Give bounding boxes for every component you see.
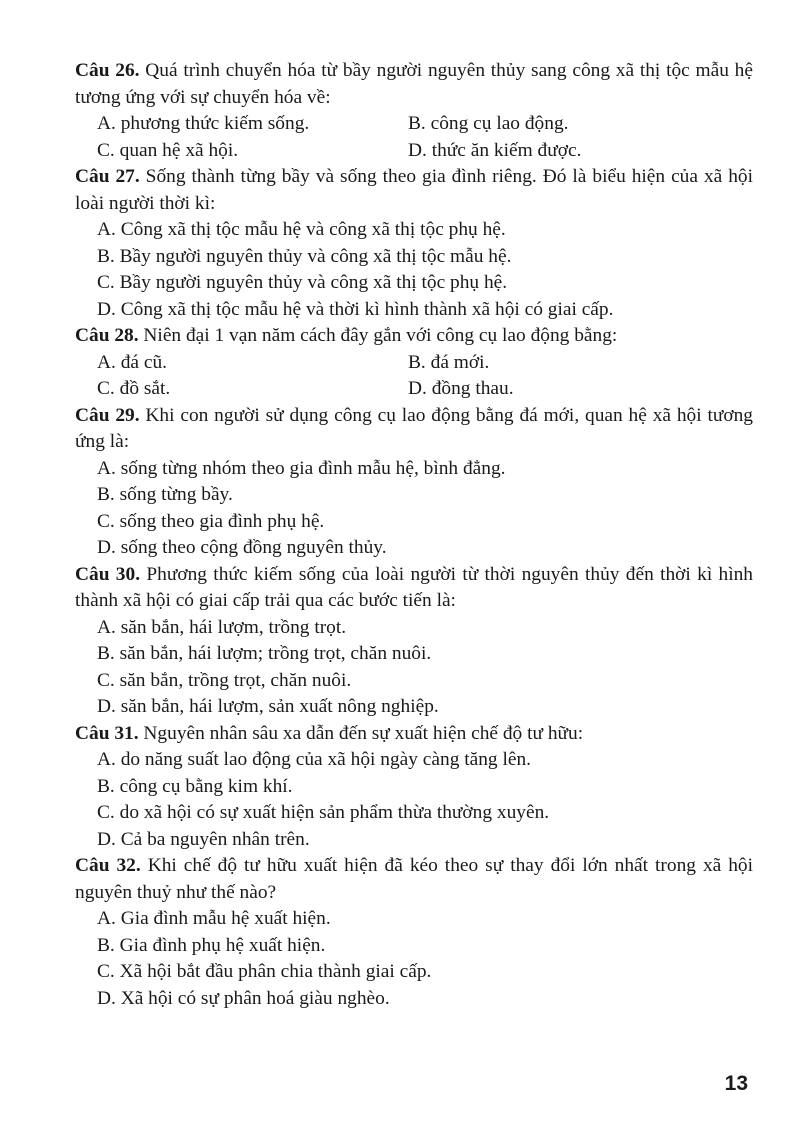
question-31-option-a: A. do năng suất lao động của xã hội ngày càng tăng lên. [97, 749, 532, 770]
question-32-options [75, 906, 753, 1012]
question-30-options [75, 615, 753, 721]
question-29-options [75, 456, 753, 562]
question-32-option-c: C. Xã hội bắt đầu phân chia thành giai cấp. [97, 961, 432, 982]
question-31-option-d: D. Cả ba nguyên nhân trên. [97, 828, 310, 850]
question-26-option-a: A. phương thức kiếm sống. [97, 113, 310, 134]
question-30-option-a: A. săn bắn, hái lượm, trồng trọt. [97, 616, 347, 638]
question-28 [75, 323, 753, 403]
question-28-options [75, 350, 753, 403]
question-27-option-b: B. Bầy người nguyên thủy và công xã thị tộc mẫu hệ. [97, 245, 512, 267]
question-27-option-c: C. Bầy người nguyên thủy và công xã thị tộc phụ hệ. [97, 272, 508, 293]
question-31-text: Nguyên nhân sâu xa dẫn đến sự xuất hiện chế độ tư hữu: [138, 722, 584, 744]
question-31-label: Câu 31. [75, 722, 139, 744]
question-28-option-c: C. đồ sắt. [97, 378, 171, 399]
question-28-prompt [75, 323, 753, 350]
question-29-option-b: B. sống từng bầy. [97, 484, 233, 505]
question-30-label: Câu 30. [75, 563, 141, 585]
document-page [75, 58, 753, 1012]
question-28-label: Câu 28. [75, 325, 139, 346]
question-27-option-a: A. Công xã thị tộc mẫu hệ và công xã thị tộc phụ hệ. [97, 219, 506, 240]
question-27-prompt [75, 164, 753, 217]
question-29-option-a: A. sống từng nhóm theo gia đình mẫu hệ, bình đẳng. [97, 457, 506, 479]
question-31-option-b: B. công cụ bằng kim khí. [97, 775, 293, 797]
question-28-text: Niên đại 1 vạn năm cách đây gắn với công cụ lao động bằng: [138, 325, 618, 346]
question-31-option-c: C. do xã hội có sự xuất hiện sản phẩm thừa thường xuyên. [97, 802, 550, 823]
question-32-text: Khi chế độ tư hữu xuất hiện đã kéo theo sự thay đổi lớn nhất trong xã hội nguyên thuỷ như thế nào? [75, 855, 754, 903]
question-32-label: Câu 32. [75, 855, 141, 876]
question-26-option-b: B. công cụ lao động. [408, 113, 569, 134]
question-27-option-d: D. Công xã thị tộc mẫu hệ và thời kì hình thành xã hội có giai cấp. [97, 298, 614, 320]
question-29-option-c: C. sống theo gia đình phụ hệ. [97, 510, 325, 532]
question-32-prompt [75, 853, 753, 906]
question-26-text: Quá trình chuyển hóa từ bầy người nguyên thủy sang công xã thị tộc mẫu hệ tương ứng với sự chuyển hóa về: [75, 60, 753, 108]
question-27-text: Sống thành từng bầy và sống theo gia đình riêng. Đó là biểu hiện của xã hội loài người thời kì: [75, 166, 754, 214]
question-29-text: Khi con người sử dụng công cụ lao động bằng đá mới, quan hệ xã hội tương ứng là: [75, 404, 753, 452]
question-26-label: Câu 26. [75, 60, 140, 81]
question-26-options [75, 111, 753, 164]
question-26-option-d: D. thức ăn kiếm được. [408, 139, 582, 161]
question-29 [75, 403, 753, 562]
question-31 [75, 721, 753, 854]
question-30-option-d: D. săn bắn, hái lượm, sản xuất nông nghiệp. [97, 696, 439, 717]
question-28-option-d: D. đồng thau. [408, 378, 514, 399]
question-27 [75, 164, 753, 323]
question-30 [75, 562, 753, 721]
question-28-option-b: B. đá mới. [408, 351, 490, 373]
question-32-option-d: D. Xã hội có sự phân hoá giàu nghèo. [97, 987, 390, 1009]
question-29-label: Câu 29. [75, 404, 140, 426]
question-27-label: Câu 27. [75, 166, 140, 187]
question-30-option-c: C. săn bắn, trồng trọt, chăn nuôi. [97, 669, 352, 691]
question-32 [75, 853, 753, 1012]
question-30-option-b: B. săn bắn, hái lượm; trồng trọt, chăn nuôi. [97, 643, 432, 664]
question-29-prompt [75, 403, 753, 456]
question-32-option-b: B. Gia đình phụ hệ xuất hiện. [97, 934, 326, 956]
question-29-option-d: D. sống theo cộng đồng nguyên thủy. [97, 537, 387, 558]
page-number: 13 [724, 1072, 748, 1095]
question-28-option-a: A. đá cũ. [97, 351, 167, 373]
question-26 [75, 58, 753, 164]
question-26-option-c: C. quan hệ xã hội. [97, 139, 239, 161]
question-27-options [75, 217, 753, 323]
question-32-option-a: A. Gia đình mẫu hệ xuất hiện. [97, 908, 331, 929]
question-31-options [75, 747, 753, 853]
question-30-prompt [75, 562, 753, 615]
question-26-prompt [75, 58, 753, 111]
question-30-text: Phương thức kiếm sống của loài người từ thời nguyên thủy đến thời kì hình thành xã hội có giai cấp trải qua các bước tiến là: [75, 563, 753, 611]
question-31-prompt [75, 721, 753, 748]
